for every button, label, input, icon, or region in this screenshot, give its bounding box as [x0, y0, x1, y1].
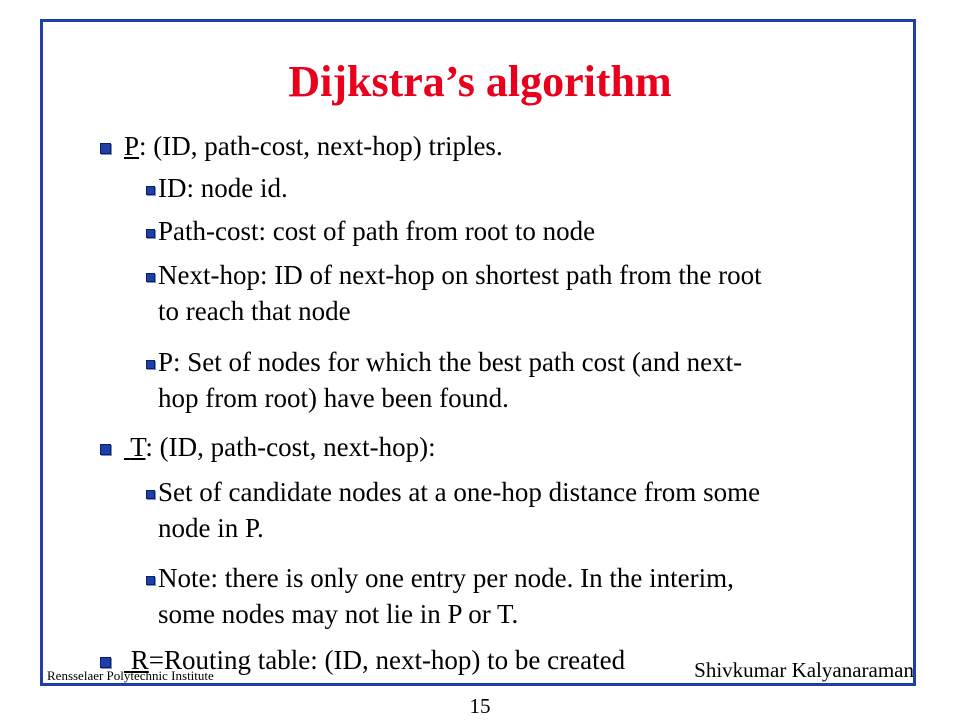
sub-bullet-id: [146, 170, 886, 206]
bullet-key: [124, 432, 145, 462]
line-2: node in P.: [158, 513, 264, 543]
bullet-p: [100, 128, 900, 164]
sub-bullet-text: [158, 344, 742, 416]
bullet-key: P: [124, 131, 140, 161]
square-bullet-icon: [146, 273, 155, 282]
bullet-text: [124, 128, 503, 164]
line-1: P: Set of nodes for which the best path cost (and next-: [158, 347, 743, 377]
square-bullet-icon: [146, 229, 155, 238]
square-bullet-icon: [146, 490, 155, 499]
slide-title: Dijkstra’s algorithm: [288, 57, 672, 106]
sub-bullet-text: [158, 257, 762, 329]
square-bullet-icon: [146, 186, 155, 195]
sub-bullet-candidates: [146, 474, 886, 546]
page-number: 15: [469, 694, 491, 718]
sub-bullet-path-cost: [146, 213, 886, 249]
line-1: Set of candidate nodes at a one-hop distance from some: [158, 477, 761, 507]
line-2: some nodes may not lie in P or T.: [158, 599, 519, 629]
bullet-rest: : (ID, path-cost, next-hop):: [145, 432, 436, 462]
square-bullet-icon: [100, 444, 111, 455]
bullet-rest: =Routing table: (ID, next-hop) to be created: [148, 645, 626, 675]
footer-institute: Rensselaer Polytechnic Institute: [47, 668, 214, 683]
sub-bullet-note: [146, 560, 886, 632]
bullet-key-letter: R: [130, 645, 149, 675]
bullet-t: [100, 429, 900, 465]
square-bullet-icon: [146, 576, 155, 585]
sub-bullet-next-hop: [146, 257, 886, 329]
line-1: Next-hop: ID of next-hop on shortest path from the root: [158, 260, 762, 290]
sub-bullet-text: Path-cost: cost of path from root to node: [158, 216, 596, 246]
square-bullet-icon: [146, 360, 155, 369]
bullet-text: [124, 429, 436, 465]
line-2: hop from root) have been found.: [158, 383, 509, 413]
bullet-key-letter: T: [130, 432, 146, 462]
sub-bullet-text: [158, 474, 760, 546]
line-1: Note: there is only one entry per node. In the interim,: [158, 563, 734, 593]
footer-author: Shivkumar Kalyanaraman: [694, 658, 914, 682]
square-bullet-icon: [100, 657, 111, 668]
line-2: to reach that node: [158, 296, 351, 326]
sub-bullet-text: [158, 560, 734, 632]
sub-bullet-text: ID: node id.: [158, 173, 288, 203]
square-bullet-icon: [100, 143, 111, 154]
sub-bullet-p-set: [146, 344, 886, 416]
bullet-rest: : (ID, path-cost, next-hop) triples.: [139, 131, 503, 161]
